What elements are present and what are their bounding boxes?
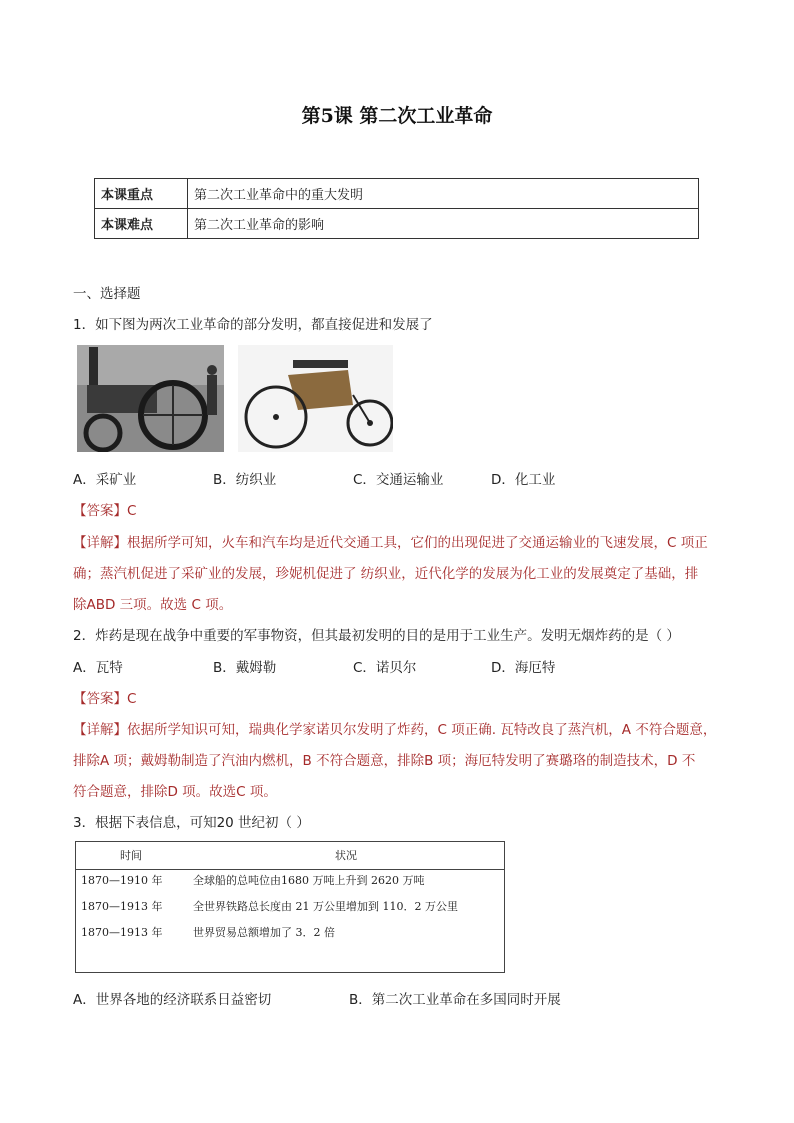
info-value: 第二次工业革命的影响: [188, 209, 699, 239]
info-key: 本课难点: [95, 209, 188, 239]
option-b: B．纺织业: [213, 472, 277, 488]
cell-time: 1870—1913 年: [81, 926, 163, 939]
option-a: A．瓦特: [73, 660, 123, 676]
cell-time: 1870—1910 年: [81, 874, 163, 887]
column-header-time: 时间: [75, 841, 187, 870]
question-3-stem: 3．根据下表信息，可知20 世纪初（ ）: [73, 815, 310, 831]
steam-tractor-photo: [77, 345, 224, 452]
detail-text: 依据所学知识可知，瑞典化学家诺贝尔发明了炸药，C 项正确. 瓦特改良了蒸汽机，A 不符合题意，: [127, 722, 717, 738]
table-row: [75, 870, 505, 897]
question-2-answer: 【答案】C: [73, 691, 137, 707]
info-key: 本课重点: [95, 179, 188, 209]
question-1-detail-line: 除ABD 三项。故选 C 项。: [73, 597, 233, 613]
lesson-info-table: [94, 178, 699, 239]
question-1-stem: 1．如下图为两次工业革命的部分发明，都直接促进和发展了: [73, 317, 433, 333]
detail-label: 【详解】: [73, 722, 127, 738]
cell-status: 全世界铁路总长度由 21 万公里增加到 110．2 万公里: [193, 900, 458, 913]
table-row: [75, 922, 505, 948]
question-2-detail-line: 符合题意，排除D 项。故选C 项。: [73, 784, 277, 800]
question-1-detail-line: 确；蒸汽机促进了采矿业的发展，珍妮机促进了 纺织业，近代化学的发展为化工业的发展奠定了基础，排: [73, 566, 699, 582]
option-c: C．交通运输业: [353, 472, 444, 488]
option-a: A．采矿业: [73, 472, 137, 488]
question-2-detail-line: [73, 718, 716, 738]
question-2-stem: 2．炸药是现在战争中重要的军事物资，但其最初发明的目的是用于工业生产。发明无烟炸药的是（ ）: [73, 628, 680, 644]
cell-status: 全球船的总吨位由1680 万吨上升到 2620 万吨: [193, 874, 425, 887]
option-c: C．诺贝尔: [353, 660, 417, 676]
option-b: B．戴姆勒: [213, 660, 277, 676]
table-header-row: [75, 841, 505, 870]
question-3-options: [73, 988, 713, 1008]
page-title: 第5课 第二次工业革命: [301, 105, 493, 127]
option-a: A．世界各地的经济联系日益密切: [73, 992, 272, 1008]
early-automobile-photo: [238, 345, 393, 452]
table-row: [75, 896, 505, 922]
question-1-options: [73, 468, 713, 488]
question-2-detail-line: 排除A 项；戴姆勒制造了汽油内燃机，B 不符合题意，排除B 项；海厄特发明了赛璐珞的制造技术，D 不: [73, 753, 696, 769]
question-2-options: [73, 656, 713, 676]
table-row: [95, 179, 699, 209]
cell-time: 1870—1913 年: [81, 900, 163, 913]
question-1-detail-line: [73, 531, 708, 551]
statistics-table: [75, 841, 505, 948]
cell-status: 世界贸易总额增加了 3．2 倍: [193, 926, 335, 939]
option-b: B．第二次工业革命在多国同时开展: [349, 992, 561, 1008]
info-value: 第二次工业革命中的重大发明: [188, 179, 699, 209]
question-1-answer: 【答案】C: [73, 503, 137, 519]
section-heading: 一、选择题: [73, 286, 141, 302]
table-row: [95, 209, 699, 239]
detail-label: 【详解】: [73, 535, 127, 551]
option-d: D．海厄特: [491, 660, 556, 676]
option-d: D．化工业: [491, 472, 556, 488]
column-header-status: 状况: [187, 841, 505, 870]
detail-text: 根据所学可知，火车和汽车均是近代交通工具，它们的出现促进了交通运输业的飞速发展，C 项正: [127, 535, 708, 551]
